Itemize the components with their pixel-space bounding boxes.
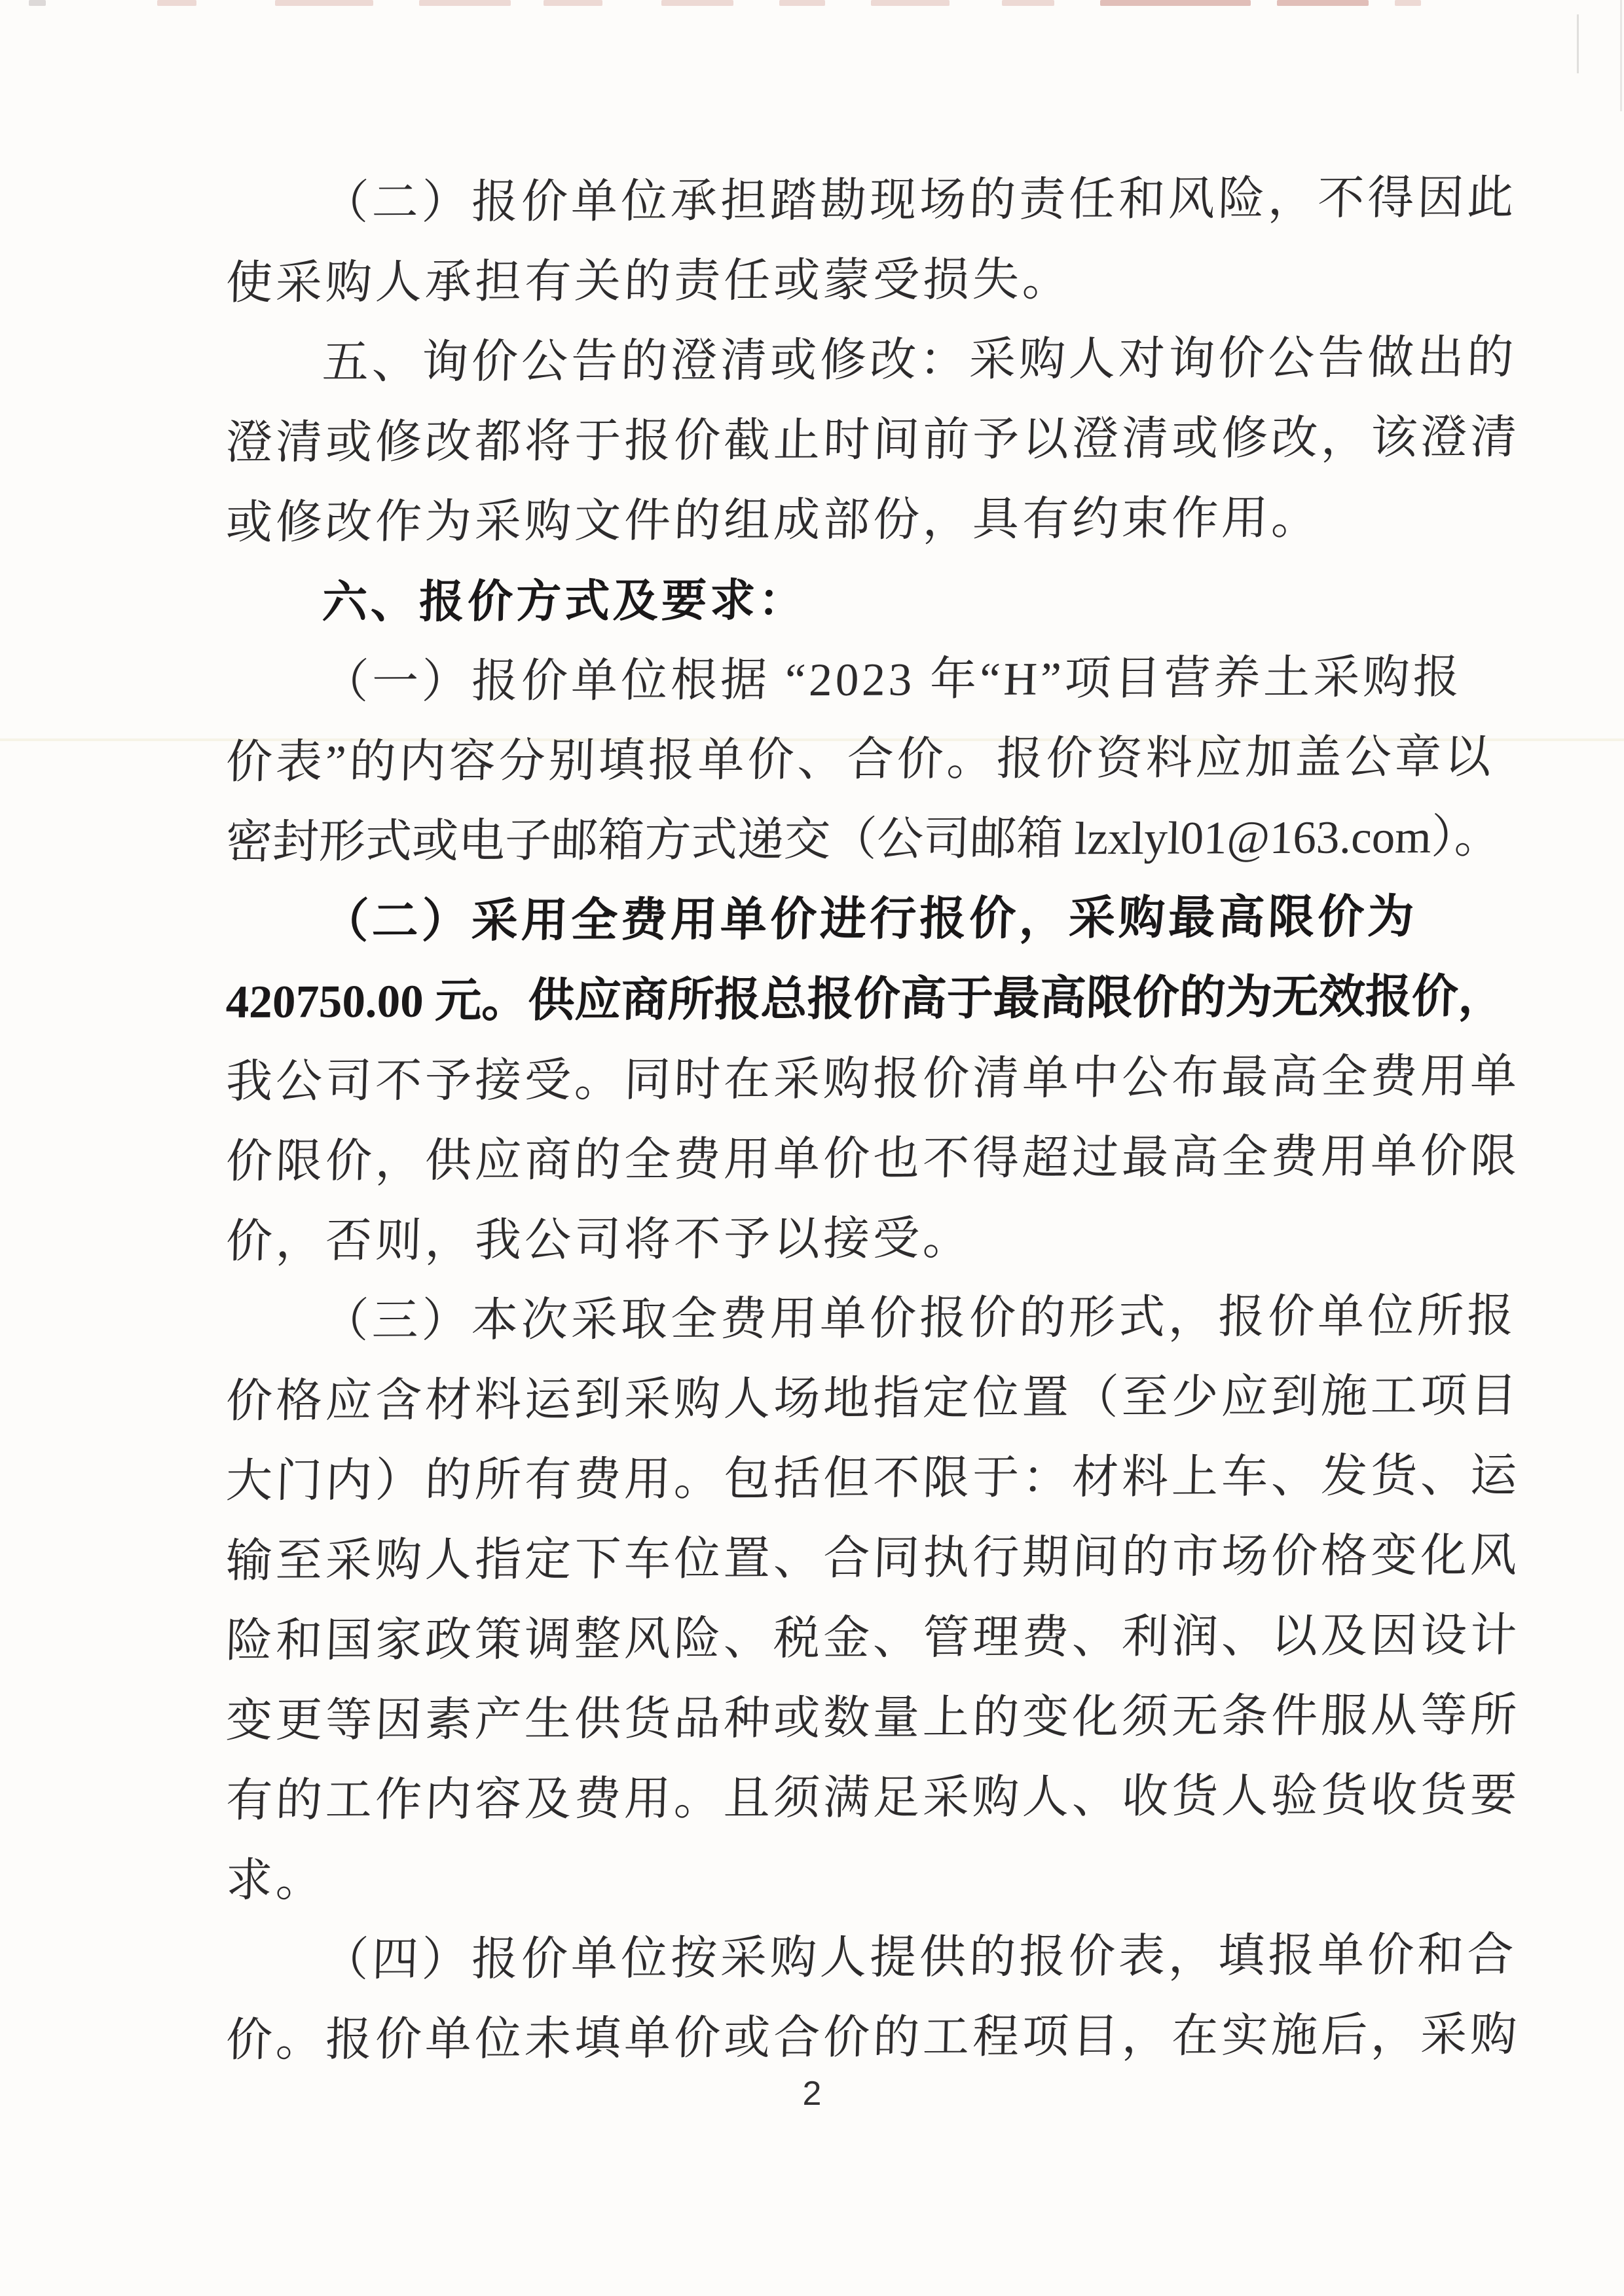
text-line: 澄清或修改都将于报价截止时间前予以澄清或修改，该澄清 — [225, 412, 1521, 469]
scan-artifact-mark — [1100, 0, 1251, 6]
page-number: 2 — [802, 2075, 822, 2113]
scan-artifact-mark — [871, 0, 950, 6]
text-line: 或修改作为采购文件的组成部份，具有约束作用。 — [225, 492, 1322, 549]
text-line: （一）报价单位根据 “2023 年“H”项目营养土采购报 — [321, 651, 1464, 708]
scan-artifact-edge-mark — [1577, 14, 1579, 73]
text-line: （四）报价单位按采购人提供的报价表，填报单价和合 — [321, 1929, 1518, 1986]
scan-artifact-mark — [419, 0, 511, 6]
text-line: 420750.00 元。供应商所报总报价高于最高限价的为无效报价， — [225, 971, 1505, 1028]
text-line: 输至采购人指定下车位置、合同执行期间的市场价格变化风 — [225, 1530, 1521, 1587]
scan-artifact-edge-line — [1620, 0, 1622, 111]
text-line: （二）报价单位承担踏勘现场的责任和风险，不得因此 — [321, 172, 1518, 229]
text-line: （二）采用全费用单价进行报价，采购最高限价为 — [321, 892, 1418, 948]
scan-artifact-mark — [779, 0, 825, 6]
text-line: 求。 — [225, 1855, 327, 1906]
scan-artifact-mark — [1395, 0, 1421, 6]
text-line: 变更等因素产生供货品种或数量上的变化须无条件服从等所 — [225, 1690, 1521, 1747]
text-line: 险和国家政策调整风险、税金、管理费、利润、以及因设计 — [225, 1610, 1521, 1667]
scan-artifact-mark — [29, 0, 46, 6]
scan-artifact-mark — [275, 0, 373, 6]
text-line: 六、报价方式及要求： — [321, 575, 808, 628]
text-line: 价。报价单位未填单价或合价的工程项目，在实施后，采购 — [225, 2009, 1521, 2066]
scan-artifact-mark — [1002, 0, 1054, 6]
text-line: 密封形式或电子邮箱方式递交（公司邮箱 lzxlyl01@163.com）。 — [225, 811, 1502, 868]
text-line: 价，否则，我公司将不予以接受。 — [225, 1213, 974, 1267]
scan-artifact-mark — [1277, 0, 1369, 6]
scan-artifact-mark — [544, 0, 602, 6]
scan-artifact-mark — [661, 0, 733, 6]
text-line: 五、询价公告的澄清或修改：采购人对询价公告做出的 — [321, 332, 1518, 389]
document-body — [226, 164, 1536, 2081]
text-line: 价限价，供应商的全费用单价也不得超过最高全费用单价限 — [225, 1131, 1521, 1188]
text-line: 使采购人承担有关的责任或蒙受损失。 — [225, 254, 1073, 309]
scan-artifact-mark — [157, 0, 196, 6]
text-line: 价表”的内容分别填报单价、合价。报价资料应加盖公章以 — [225, 731, 1495, 788]
text-line: 我公司不予接受。同时在采购报价清单中公布最高全费用单 — [225, 1051, 1521, 1108]
text-line: 有的工作内容及费用。且须满足采购人、收货人验货收货要 — [225, 1770, 1521, 1827]
text-line: （三）本次采取全费用单价报价的形式，报价单位所报 — [321, 1290, 1518, 1347]
scan-artifact-strip — [0, 0, 1624, 9]
text-line: 价格应含材料运到采购人场地指定位置（至少应到施工项目 — [225, 1370, 1521, 1427]
text-line: 大门内）的所有费用。包括但不限于：材料上车、发货、运 — [225, 1450, 1521, 1507]
